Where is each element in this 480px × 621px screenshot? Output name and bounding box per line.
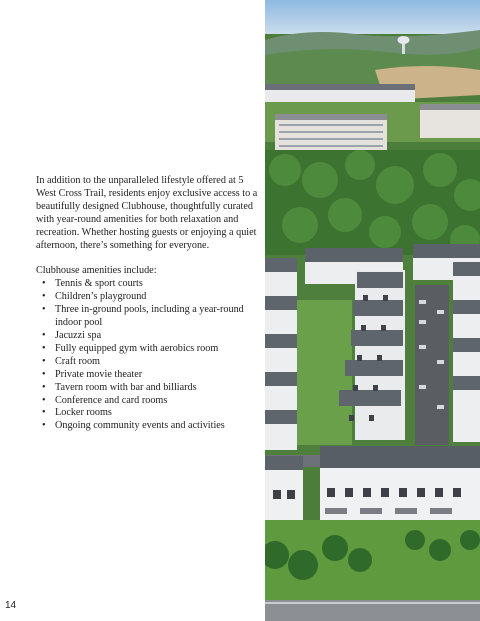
amenity-label: Fully equipped gym with aerobics room bbox=[55, 342, 219, 354]
amenity-label: Locker rooms bbox=[55, 407, 112, 419]
bullet-icon: • bbox=[42, 381, 46, 393]
amenity-label: Conference and card rooms bbox=[55, 394, 168, 406]
amenity-item bbox=[36, 278, 258, 291]
bullet-icon: • bbox=[42, 407, 46, 419]
bullet-icon: • bbox=[42, 355, 46, 367]
amenity-label: Children’s playground bbox=[55, 291, 147, 303]
bullet-icon: • bbox=[42, 278, 46, 290]
amenities-list bbox=[36, 278, 258, 433]
bullet-icon: • bbox=[42, 304, 46, 316]
bullet-icon: • bbox=[42, 394, 46, 406]
amenity-item bbox=[36, 420, 258, 433]
amenities-heading: Clubhouse amenities include: bbox=[36, 265, 157, 277]
amenity-label: Craft room bbox=[55, 355, 100, 367]
amenity-item bbox=[36, 395, 258, 408]
amenity-item bbox=[36, 343, 258, 356]
amenity-label: Jacuzzi spa bbox=[55, 329, 102, 341]
amenity-item bbox=[36, 356, 258, 369]
amenity-label: Tavern room with bar and billiards bbox=[55, 381, 197, 393]
aerial-photo bbox=[265, 0, 480, 621]
bullet-icon: • bbox=[42, 342, 46, 354]
amenity-label: Tennis & sport courts bbox=[55, 278, 143, 290]
amenity-item bbox=[36, 369, 258, 382]
amenity-item bbox=[36, 330, 258, 343]
amenity-item bbox=[36, 407, 258, 420]
amenity-label: Ongoing community events and activities bbox=[55, 420, 225, 432]
amenity-item bbox=[36, 382, 258, 395]
intro-paragraph: In addition to the unparalleled lifestyle offered at 5 West Cross Trail, residents enjoy exclusive access to a beautifully designed Clubhouse, thoughtfully curated with year-round amenities for both relaxation and recreation. Whether hosting guests or enjoying a quiet afternoon, there’s something for everyone. bbox=[36, 175, 258, 251]
aerial-photo-illustration bbox=[265, 0, 480, 621]
text-column bbox=[36, 175, 258, 433]
amenity-item bbox=[36, 291, 258, 304]
page-number: 14 bbox=[5, 600, 17, 611]
bullet-icon: • bbox=[42, 368, 46, 380]
amenity-label: Private movie theater bbox=[55, 368, 143, 380]
amenity-item bbox=[36, 304, 258, 330]
bullet-icon: • bbox=[42, 329, 46, 341]
amenity-label: Three in-ground pools, including a year-round indoor pool bbox=[55, 304, 244, 329]
bullet-icon: • bbox=[42, 291, 46, 303]
bullet-icon: • bbox=[42, 420, 46, 432]
